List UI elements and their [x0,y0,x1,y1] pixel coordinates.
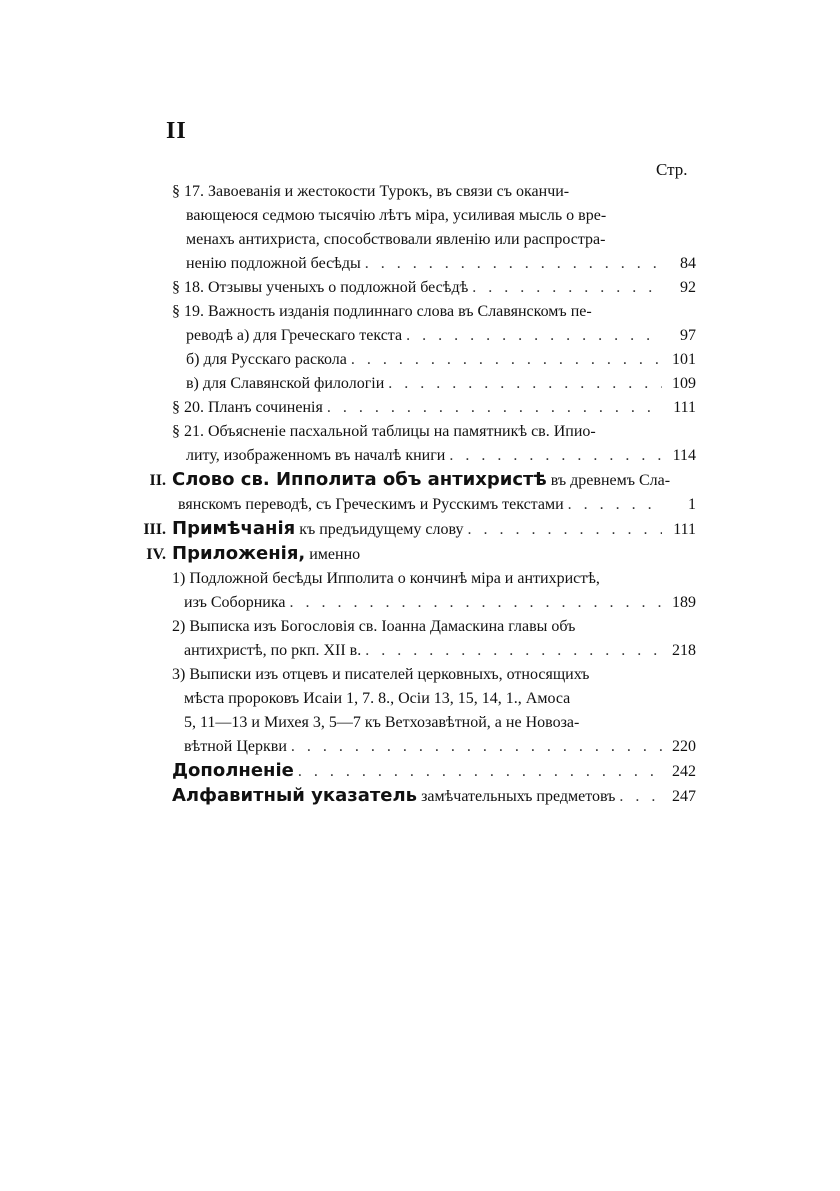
part-number: II. [149,472,166,489]
leader-dots [327,396,662,420]
toc-line [128,542,696,567]
toc-line [128,759,696,784]
part-title: Приложенія, [172,543,306,564]
toc-line [128,180,696,204]
toc-entry-s19 [128,300,696,396]
toc-text: 1) Подложной бесѣды Ипполита о кончинѣ міра и антихристѣ, [172,570,600,587]
toc-line [128,591,696,615]
toc-entry-s17 [128,180,696,276]
toc-line [128,204,696,228]
page-ref: 218 [672,642,696,659]
leader-dots [467,518,662,542]
leader-dots [449,444,662,468]
leader-dots [619,785,662,809]
toc-text: § 20. Планъ сочиненія [172,399,323,416]
toc-text: 2) Выписка изъ Богословія св. Іоанна Дамаскина главы объ [172,618,576,635]
toc-appendix-2 [128,615,696,663]
leader-dots [365,639,662,663]
toc-text: реводѣ а) для Греческаго текста [186,327,403,344]
toc-line [128,324,696,348]
toc-line [128,276,696,300]
page-ref: 97 [680,327,696,344]
toc-text: 3) Выписки изъ отцевъ и писателей церковныхъ, относящихъ [172,666,590,683]
toc-line [128,252,696,276]
toc-line [128,468,696,493]
toc-appendix-3 [128,663,696,759]
toc-part-2 [128,468,696,517]
part-number: III. [143,521,166,538]
page-ref: 189 [672,594,696,611]
index-title: Алфавитный указатель [172,785,418,806]
toc-line [128,372,696,396]
toc-index [128,784,696,809]
toc-supplement [128,759,696,784]
toc-text: именно [309,546,361,563]
supplement-title: Дополненіе [172,760,294,781]
table-of-contents [128,180,696,809]
part-title: Примѣчанія [172,518,296,539]
page-ref: 114 [672,447,696,464]
page-ref: 111 [673,521,696,538]
page-ref: 109 [672,375,696,392]
toc-line [128,615,696,639]
toc-text: антихристѣ, по ркп. XII в. [184,642,362,659]
toc-text: вѣтной Церкви [184,738,287,755]
toc-text: мѣста пророковъ Исаіи 1, 7. 8., Осіи 13, 15, 14, 1., Амоса [184,690,571,707]
toc-line [128,444,696,468]
part-number: IV. [146,546,166,563]
toc-text: замѣчательныхъ предметовъ [421,788,616,805]
leader-dots [568,493,662,517]
leader-dots [298,760,662,784]
page-ref: 242 [672,763,696,780]
toc-line [128,711,696,735]
page-ref: 101 [672,351,696,368]
leader-dots [365,252,662,276]
toc-line [128,420,696,444]
toc-line [128,663,696,687]
toc-entry-s21 [128,420,696,468]
page-ref: 111 [673,399,696,416]
page-ref: 247 [672,788,696,805]
leader-dots [388,372,662,396]
toc-line [128,396,696,420]
toc-line [128,567,696,591]
toc-text: § 21. Объясненіе пасхальной таблицы на памятникѣ св. Ипио- [172,423,596,440]
toc-line [128,517,696,542]
page-column-label: Стр. [656,160,688,179]
toc-text: менахъ антихриста, способствовали явленію или распростра- [186,231,606,248]
toc-text: в) для Славянской филологіи [186,375,385,392]
toc-text: вающеюся седмою тысячію лѣтъ міра, усиливая мысль о вре- [186,207,607,224]
leader-dots [351,348,662,372]
toc-text: б) для Русскаго раскола [186,351,347,368]
page-ref: 220 [672,738,696,755]
toc-text: 5, 11—13 и Михея 3, 5—7 къ Ветхозавѣтной, а не Новоза- [184,714,580,731]
page-ref: 92 [680,279,696,296]
toc-text: § 18. Отзывы ученыхъ о подложной бесѣдѣ [172,279,469,296]
toc-part-3 [128,517,696,542]
toc-entry-s18 [128,276,696,300]
page-ref: 1 [688,496,696,513]
page-number: II [166,118,187,144]
leader-dots [406,324,662,348]
toc-line [128,300,696,324]
toc-text: § 19. Важность изданія подлиннаго слова въ Славянскомъ пе- [172,303,592,320]
toc-text: изъ Соборника [184,594,286,611]
leader-dots [291,735,662,759]
toc-text: къ предъидущему слову [299,521,464,538]
toc-text: § 17. Завоеванія и жестокости Турокъ, въ связи съ оканчи- [172,183,570,200]
toc-line [128,784,696,809]
toc-text: въ древнемъ Сла- [550,472,671,489]
toc-line [128,348,696,372]
part-title: Слово св. Ипполита объ антихристѣ [172,469,547,490]
toc-line [128,687,696,711]
toc-appendix-1 [128,567,696,615]
page-ref: 84 [680,255,696,272]
toc-line [128,639,696,663]
toc-line [128,228,696,252]
toc-text: вянскомъ переводѣ, съ Греческимъ и Русскимъ текстами [178,496,564,513]
toc-entry-s20 [128,396,696,420]
toc-text: литу, изображенномъ въ началѣ книги [186,447,446,464]
toc-text: ненію подложной бесѣды [186,255,361,272]
toc-line [128,493,696,517]
toc-line [128,735,696,759]
leader-dots [472,276,662,300]
toc-part-4 [128,542,696,567]
leader-dots [289,591,662,615]
